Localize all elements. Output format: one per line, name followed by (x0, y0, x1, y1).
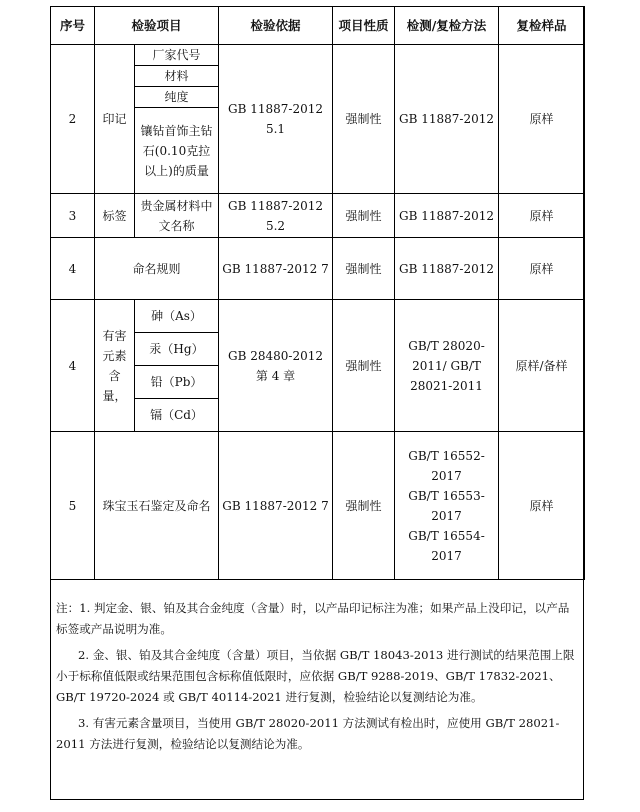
cell-no: 5 (51, 432, 95, 580)
cell-sample: 原样 (499, 432, 585, 580)
inspection-table (50, 6, 585, 580)
cell-item: 印记 (95, 45, 135, 194)
header-row (51, 7, 585, 45)
table-row (51, 238, 585, 300)
cell-subitem: 镉（Cd） (135, 399, 219, 432)
cell-no: 3 (51, 194, 95, 238)
cell-no: 2 (51, 45, 95, 194)
note-2: 2. 金、银、铂及其合金纯度（含量）项目，当依据 GB/T 18043-2013 进行测试的结果范围上限小于标称值低限或结果范围包含标称值低限时，应依据 GB/T 9288-2019、GB/T 17832-2021、GB/T 19720-2024 或 GB/T 40114-2021 进行复测，检验结论以复测结论为准。 (56, 648, 575, 704)
cell-basis: GB 11887-2012 7 (219, 238, 333, 300)
cell-method (395, 432, 499, 580)
cell-method: GB 11887-2012 (395, 194, 499, 238)
header-no: 序号 (51, 7, 95, 45)
table-row (51, 194, 585, 238)
cell-basis: GB 28480-2012 第 4 章 (219, 300, 333, 432)
cell-sample: 原样 (499, 238, 585, 300)
note-3: 3. 有害元素含量项目，当使用 GB/T 28020-2011 方法测试有检出时，应使用 GB/T 28021-2011 方法进行复测，检验结论以复测结论为准。 (56, 716, 560, 751)
cell-subitem: 汞（Hg） (135, 333, 219, 366)
cell-subitem: 材料 (135, 66, 219, 87)
cell-sample: 原样/备样 (499, 300, 585, 432)
table-row (51, 45, 585, 66)
cell-sample: 原样 (499, 45, 585, 194)
note-1: 注：1. 判定金、银、铂及其合金纯度（含量）时，以产品印记标注为准；如果产品上没印记，以产品标签或产品说明为准。 (56, 601, 570, 636)
cell-nature: 强制性 (333, 238, 395, 300)
cell-item: 命名规则 (95, 238, 219, 300)
header-item: 检验项目 (95, 7, 219, 45)
cell-item: 标签 (95, 194, 135, 238)
method-line: GB/T 16554-2017 (408, 528, 485, 563)
cell-subitem: 厂家代号 (135, 45, 219, 66)
cell-nature: 强制性 (333, 300, 395, 432)
table-row (51, 300, 585, 333)
cell-subitem: 纯度 (135, 87, 219, 108)
notes-section (56, 598, 576, 760)
header-method: 检测/复检方法 (395, 7, 499, 45)
cell-method: GB 11887-2012 (395, 238, 499, 300)
cell-item: 珠宝玉石鉴定及命名 (95, 432, 219, 580)
cell-method: GB 11887-2012 (395, 45, 499, 194)
cell-sample: 原样 (499, 194, 585, 238)
cell-subitem: 贵金属材料中文名称 (135, 194, 219, 238)
method-line: GB/T 16553-2017 (408, 488, 485, 523)
cell-no: 4 (51, 300, 95, 432)
cell-basis: GB 11887-2012 7 (219, 432, 333, 580)
cell-basis: GB 11887-2012 5.1 (219, 45, 333, 194)
header-basis: 检验依据 (219, 7, 333, 45)
header-sample: 复检样品 (499, 7, 585, 45)
cell-method: GB/T 28020-2011/ GB/T 28021-2011 (395, 300, 499, 432)
cell-basis: GB 11887-2012 5.2 (219, 194, 333, 238)
method-line: GB/T 16552-2017 (408, 448, 485, 483)
cell-no: 4 (51, 238, 95, 300)
cell-nature: 强制性 (333, 432, 395, 580)
table-row (51, 432, 585, 580)
cell-nature: 强制性 (333, 45, 395, 194)
cell-subitem: 镶钻首饰主钻石(0.10克拉以上)的质量 (135, 108, 219, 194)
cell-nature: 强制性 (333, 194, 395, 238)
cell-item: 有害元素含量， (95, 300, 135, 432)
cell-subitem: 铅（Pb） (135, 366, 219, 399)
cell-subitem: 砷（As） (135, 300, 219, 333)
header-nature: 项目性质 (333, 7, 395, 45)
